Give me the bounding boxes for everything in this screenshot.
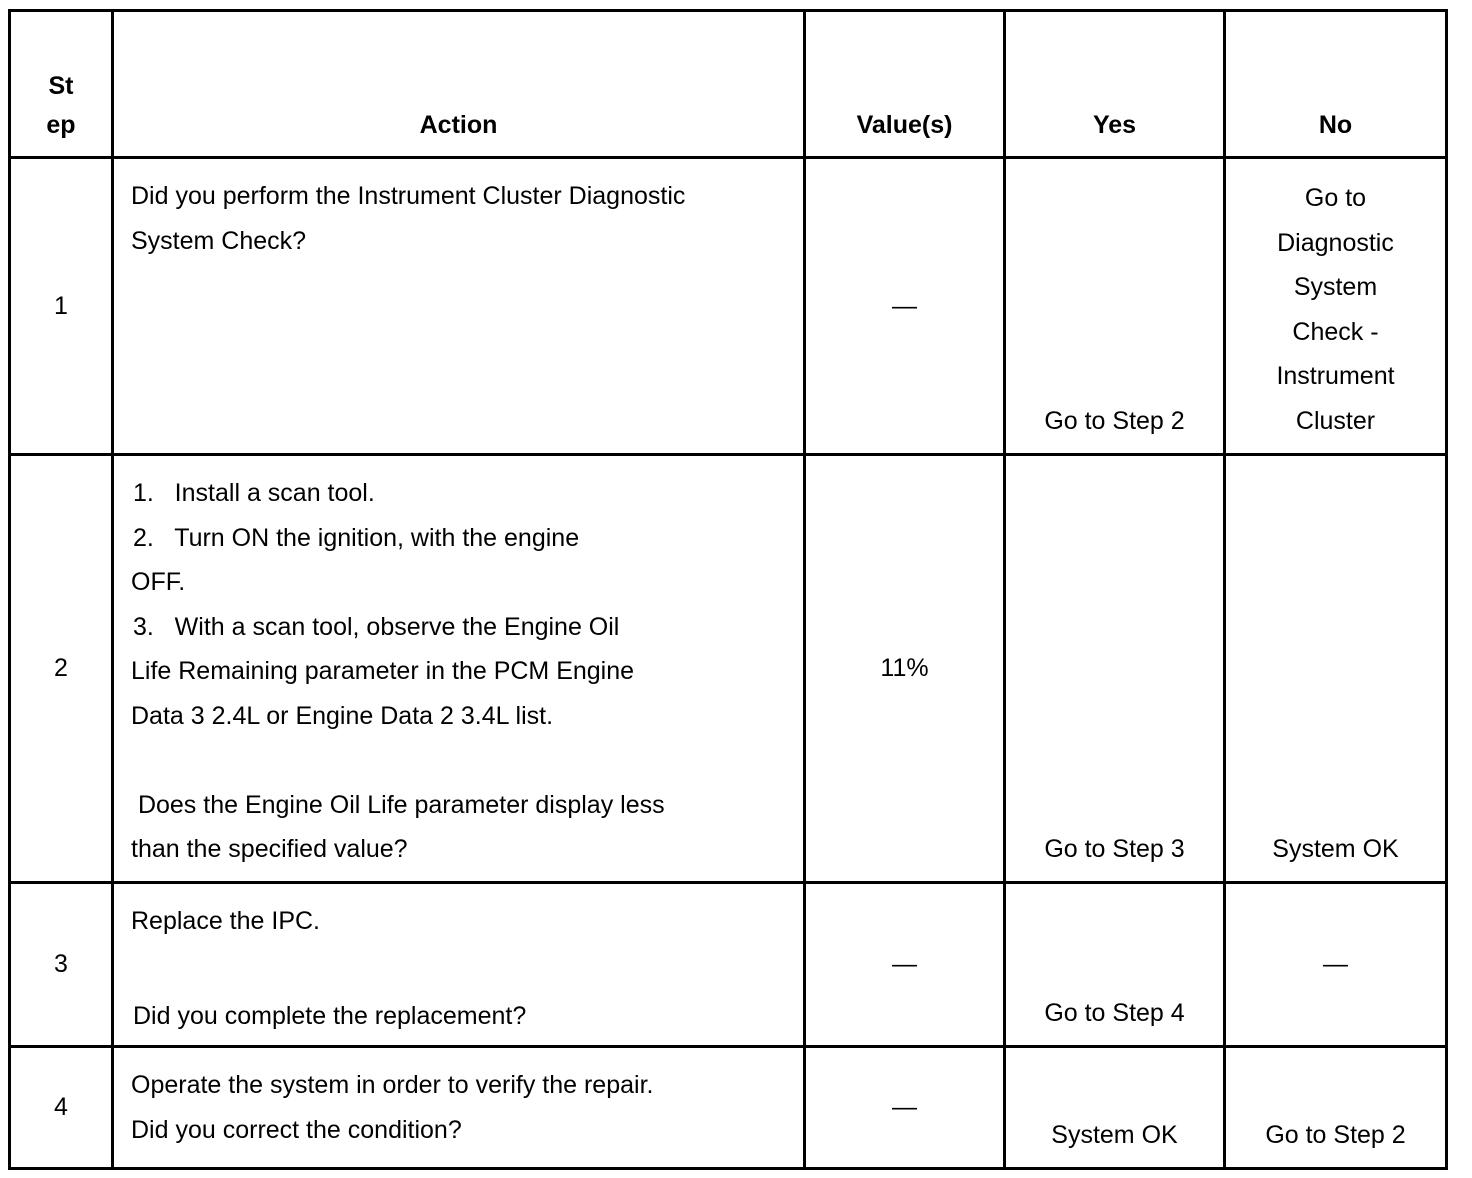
no-line: Diagnostic	[1277, 228, 1394, 257]
no-line: System	[1293, 273, 1378, 301]
step-number: 1	[10, 158, 113, 455]
header-yes: Yes	[1005, 11, 1225, 158]
table-row-step-3	[10, 883, 1447, 1047]
action-line: Operate the system in order to verify the repair.	[131, 1071, 654, 1099]
no-line: Cluster	[1295, 406, 1376, 435]
yes-cell: Go to Step 3	[1005, 455, 1225, 883]
value-cell: —	[805, 883, 1005, 1047]
step-number: 4	[10, 1047, 113, 1169]
action-line: System Check?	[131, 226, 307, 255]
table-row-step-1	[10, 158, 1447, 455]
action-question-line: than the specified value?	[131, 835, 408, 863]
header-action: Action	[113, 11, 805, 158]
no-line: Go to	[1304, 184, 1367, 212]
diagnostic-table	[8, 9, 1448, 1170]
step-number: 3	[10, 883, 113, 1047]
header-step-line-2: ep	[46, 111, 76, 139]
header-step-line-1: St	[48, 72, 74, 100]
no-cell: System OK	[1225, 455, 1447, 883]
no-line: Instrument	[1276, 362, 1395, 390]
action-line: Did you correct the condition?	[131, 1115, 462, 1144]
action-line: Data 3 2.4L or Engine Data 2 3.4L list.	[131, 701, 554, 730]
action-line: 1. Install a scan tool.	[133, 479, 375, 507]
action-line: Replace the IPC.	[131, 907, 320, 935]
yes-cell: System OK	[1005, 1047, 1225, 1169]
spacer	[131, 944, 787, 994]
action-question-line: Does the Engine Oil Life parameter display less	[131, 790, 665, 819]
action-cell	[113, 158, 805, 455]
header-row	[10, 11, 1447, 158]
header-values: Value(s)	[805, 11, 1005, 158]
no-cell	[1225, 158, 1447, 455]
action-question-line: Did you complete the replacement?	[133, 1001, 527, 1030]
action-line: 3. With a scan tool, observe the Engine Oil	[133, 612, 620, 641]
yes-cell: Go to Step 2	[1005, 158, 1225, 455]
table-row-step-4	[10, 1047, 1447, 1169]
value-cell: —	[805, 158, 1005, 455]
spacer	[131, 738, 787, 783]
value-cell: 11%	[805, 455, 1005, 883]
table-row-step-2	[10, 455, 1447, 883]
no-cell: —	[1225, 883, 1447, 1047]
action-cell	[113, 883, 805, 1047]
value-cell: —	[805, 1047, 1005, 1169]
header-step	[10, 11, 113, 158]
action-line: OFF.	[131, 568, 186, 596]
no-cell: Go to Step 2	[1225, 1047, 1447, 1169]
action-cell	[113, 1047, 805, 1169]
no-line: Check -	[1292, 317, 1379, 346]
action-line: 2. Turn ON the ignition, with the engine	[133, 523, 580, 552]
header-no: No	[1225, 11, 1447, 158]
yes-cell: Go to Step 4	[1005, 883, 1225, 1047]
action-line: Life Remaining parameter in the PCM Engine	[131, 657, 635, 685]
action-line: Did you perform the Instrument Cluster Diagnostic	[131, 182, 686, 210]
action-cell	[113, 455, 805, 883]
step-number: 2	[10, 455, 113, 883]
